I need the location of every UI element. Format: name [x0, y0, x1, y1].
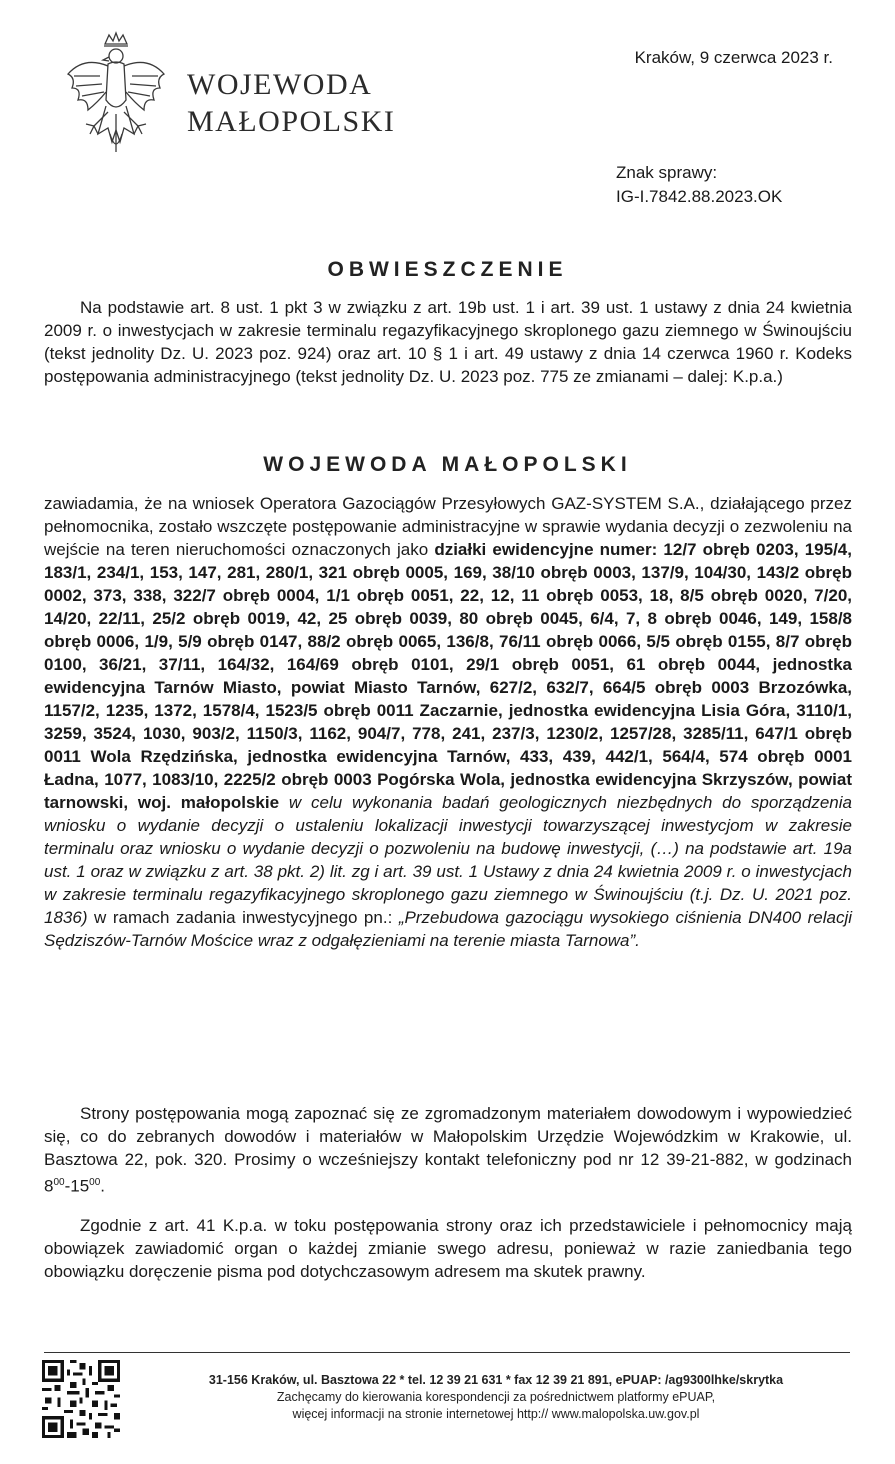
- issuing-office-name-line1: WOJEWODA: [187, 68, 373, 101]
- investment-project-name: „Przebudowa gazociągu wysokiego ciśnienia DN400 relacji Sędziszów-Tarnów Mościce wraz z odgałęzieniami na terenie miasta Tarnowa”.: [44, 908, 852, 950]
- notification-paragraph: [44, 492, 852, 952]
- parcel-list: działki ewidencyjne numer: 12/7 obręb 0203, 195/4, 183/1, 234/1, 153, 147, 281, 280/1, 321 obręb 0005, 169, 38/10 obręb 0003, 137/9, 104/30, 143/2 obręb 0002, 373, 338, 322/7 obręb 0004, 1/1 obręb 0051, 22, 12, 11 obręb 0053, 18, 8/5 obręb 0020, 7/20, 14/20, 22/11, 25/2 obręb 0019, 42, 25 obręb 0039, 80 obręb 0045, 6/4, 7, 8 obręb 0046, 149, 158/8 obręb 0006, 1/9, 5/9 obręb 0147, 88/2 obręb 0065, 136/8, 76/11 obręb 0066, 5/5 obręb 0155, 8/7 obręb 0100, 36/21, 37/11, 164/32, 164/69 obręb 0101, 29/1 obręb 0051, 61 obręb 0044, jednostka ewidencyjna Tarnów Miasto, powiat Miasto Tarnów, 627/2, 632/7, 664/5 obręb 0003 Brzozówka, 1157/2, 1235, 1372, 1578/4, 1523/5 obręb 0011 Zaczarnie, jednostka ewidencyjna Lisia Góra, 3110/1, 3259, 3524, 1030, 903/2, 1150/3, 1162, 904/7, 778, 241, 237/3, 1230/2, 1257/28, 3285/11, 647/1 obręb 0011 Wola Rzędzińska, jednostka ewidencyjna Tarnów, 433, 439, 442/1, 564/4, 574 obręb 0001 Ładna, 1077, 1083/10, 2225/2 obręb 0003 Pogórska Wola, jednostka ewidencyjna Skrzyszów, powiat tarnowski, woj. małopolskie: [44, 540, 852, 812]
- office-hours-end: 00: [89, 1177, 101, 1188]
- evidence-access-text: Strony postępowania mogą zapoznać się ze zgromadzonym materiałem dowodowym i wypowiedzieć się, co do zebranych dowodów i materiałów w Małopolskim Urzędzie Wojewódzkim w Krakowie, ul. Basztowa 22, pok. 320. Prosimy o wcześniejszy kontakt telefoniczny pod nr 12 39-21-882, w godzinach 8: [44, 1104, 852, 1196]
- office-contact-details: 31-156 Kraków, ul. Basztowa 22 * tel. 12 39 21 631 * fax 12 39 21 891, ePUAP: /ag9300lhke/skrytka: [208, 1373, 784, 1387]
- issuing-office-name-line2: MAŁOPOLSKI: [187, 105, 396, 138]
- notification-lead-text: zawiadamia, że na wniosek Operatora Gazociągów Przesyłowych GAZ-SYSTEM S.A., działającego przez pełnomocnika, zostało wszczęte postępowanie administracyjne w sprawie wydania decyzji o zezwoleniu na wejście na teren nieruchomości oznaczonych jako: [44, 494, 852, 559]
- polish-eagle-coat-of-arms-icon: [60, 30, 172, 170]
- case-reference-number: IG-I.7842.88.2023.OK: [616, 187, 783, 206]
- address-change-paragraph: Zgodnie z art. 41 K.p.a. w toku postępowania strony oraz ich przedstawiciele i pełnomocnicy mają obowiązek zawiadomić organ o każdej zmianie swego adresu, ponieważ w razie zaniedbania tego obowiązku doręczenie pisma pod dotychczasowym adresem ma skutek prawny.: [44, 1216, 852, 1281]
- purpose-and-legal-basis: w celu wykonania badań geologicznych niezbędnych do sporządzenia wniosku o wydanie decyzji o ustaleniu lokalizacji inwestycji towarzyszącej inwestycjom w zakresie terminalu oraz wniosku o wydanie decyzji o pozwoleniu na budowę inwestycji, (…) na podstawie art. 19a ust. 1 oraz w związku z art. 38 pkt. 2) lit. zg i art. 39 ust. 1 Ustawy z dnia 24 kwietnia 2009 r. o inwestycjach w zakresie terminalu regazyfikacyjnego skroplonego gazu ziemnego w Świnoujściu (t.j. Dz. U. 2021 poz. 1836): [44, 793, 852, 927]
- legal-basis-paragraph: Na podstawie art. 8 ust. 1 pkt 3 w związku z art. 19b ust. 1 i art. 39 ust. 1 ustawy z dnia 24 kwietnia 2009 r. o inwestycjach w zakresie terminalu regazyfikacyjnego skroplonego gazu ziemnego w Świnoujściu (tekst jednolity Dz. U. 2023 poz. 924) oraz art. 10 § 1 i art. 49 ustawy z dnia 14 czerwca 1960 r. Kodeks postępowania administracyjnego (tekst jednolity Dz. U. 2023 poz. 775 ze zmianami – dalej: K.p.a.): [44, 298, 852, 386]
- case-reference-label: Znak sprawy:: [616, 163, 718, 182]
- document-title: OBWIESZCZENIE: [327, 258, 568, 281]
- place-and-date: Kraków, 9 czerwca 2023 r.: [634, 48, 833, 67]
- project-connector-text: w ramach zadania inwestycyjnego pn.:: [87, 908, 399, 927]
- qr-code-icon: [42, 1360, 120, 1438]
- office-hours-dash: -15: [64, 1176, 90, 1196]
- epuap-encouragement: Zachęcamy do kierowania korespondencji za pośrednictwem platformy ePUAP,: [276, 1390, 716, 1404]
- footer-divider: [44, 1352, 850, 1353]
- website-info: więcej informacji na stronie internetowej http:// www.malopolska.uw.gov.pl: [292, 1407, 700, 1421]
- evidence-access-paragraph: [44, 1102, 852, 1198]
- evidence-access-end: .: [100, 1176, 106, 1196]
- authority-heading: WOJEWODA MAŁOPOLSKI: [263, 453, 632, 476]
- office-hours-start: 00: [53, 1177, 65, 1188]
